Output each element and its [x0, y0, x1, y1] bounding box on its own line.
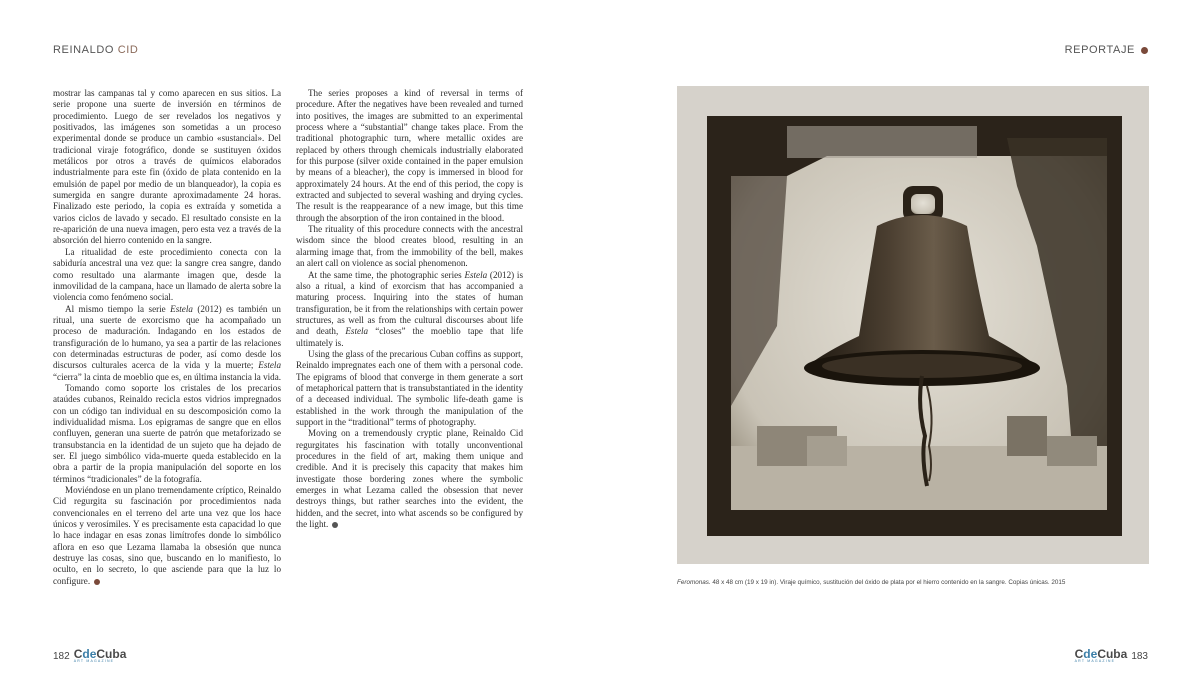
logo-part: Cuba [96, 647, 127, 661]
text-run: (2012) es también un ritual, una suerte de exorcismo que ha acompañado un proceso de maduración. Indagando en los estados de transfiguración de lo humano, ya sea a partir de las relaciones con determinadas estructuras de poder, así como desde los discursos culturales acerca de la vida y la muerte; [53, 303, 281, 371]
spanish-paragraph-1: mostrar las campanas tal y como aparecen en sus sitios. La serie propone una suerte de inversión en términos de procedimiento. Luego de ser revelados los negativos y positivados, las imágenes son sometidas a un proceso experimental donde se produce un cambio «sustancial». Del tradicional viraje fotográfico, donde se sustituyen óxidos metálicos por otros a través de químicos elaborados industrialmente para este fin (óxido de plata contenido en la emulsión de papel por medio de un blanqueador), la copia es sumergida en sangre durante aproximadamente 24 horas. Finalizado este periodo, la copia es extraída y sometida a varios ciclos de lavado y secado. El resultado consiste en la re-aparición de una nueva imagen, pero esta vez a través de la absorción del hierro contenido en la sangre. [53, 88, 281, 246]
spanish-paragraph-4: Tomando como soporte los cristales de los precarios ataúdes cubanos, Reinaldo recicla estos vidrios impregnados con un código tan individual en su descomposición como la individualidad misma. Los epigramas de sangre que en ellos confluyen, generan una suerte de patrón que metaforizado se transubstancia en la identidad de un sujeto que ha dejado de ser. El juego simbólico vida-muerte queda establecido en la obra a partir de la propia manipulación del soporte en los términos “tradicionales” de la fotografía. [53, 382, 281, 484]
footer-left [53, 649, 126, 663]
series-title: Estela [258, 360, 281, 371]
series-title: Estela [464, 269, 488, 280]
author-first-name: REINALDO [53, 44, 118, 56]
english-paragraph-5 [296, 428, 523, 530]
text-run: “closes” the moeblio tape that life ultimately is. [296, 326, 523, 348]
spanish-paragraph-2: La ritualidad de este procedimiento conecta con la sabiduría ancestral una vez que: la sangre crea sangre, dando como resultado una alarmante imagen que, desde la inmovilidad de la campana, hace un llamado de alerta sobre la violencia como fenómeno social. [53, 246, 281, 303]
text-run: “cierra” la cinta de moeblio que es, en última instancia la vida. [53, 371, 282, 382]
photo-caption [677, 579, 1147, 586]
english-text-column [296, 88, 523, 530]
logo-part: de [82, 647, 97, 661]
bell-photograph [677, 86, 1149, 564]
page-number-right: 183 [1131, 650, 1148, 662]
series-title: Estela [170, 303, 193, 314]
text-run: Moving on a tremendously cryptic plane, Reinaldo Cid regurgitates his fascination with totally unconventional procedures in the field of art, making them unique and credible. And it is precisely this capacity that makes him investigate those bordering zones where the symbolic emerges in what Lezama called the obsession that never destroys things, but rather searches into the evident, the hidden, and the secret, into what ascends so be configured by the light. [296, 428, 523, 530]
logo-part: C [73, 647, 83, 661]
footer-right [1075, 649, 1148, 663]
magazine-logo [1075, 649, 1128, 663]
end-mark-icon [332, 522, 338, 528]
text-run: Moviéndose en un plano tremendamente críptico, Reinaldo Cid regurgita su fascinación por procedimientos nada convencionales en el terreno del arte una vez que los hace únicos y verosímiles. Y es precisamente esta capacidad lo que lo hace indagar en esas zonas limítrofes donde lo simbólico aflora en eso que Lezama llamaba la obsesión que nunca destruye las cosas, sino que, buscando en lo manifiesto, lo oculto, en lo secreto, lo que asciende para que la luz lo configure. [53, 485, 281, 586]
text-run: (2012) is also a ritual, a kind of exorcism that has accompanied a maturing process. Inquiring into the states of human transfiguration, be it from the relationships with certain power structures, as well as from the cultural discourses about life and death, [296, 269, 523, 337]
spanish-paragraph-3 [53, 304, 281, 383]
section-dot-icon [1141, 47, 1148, 54]
logo-part: C [1074, 647, 1084, 661]
english-paragraph-1: The series proposes a kind of reversal in terms of procedure. After the negatives have been revealed and turned into positives, the images are submitted to an experimental process where a “substantial” change takes place. From the traditional photographic turn, where metallic oxides are replaced by others through chemicals industrially elaborated for this purpose (silver oxide contained in the paper emulsion by means of a bleacher), the copy is immersed in blood for approximately 24 hours. At the end of this period, the copy is extracted and subjected to several washing and drying cycles. The result is the reappearance of a new image, but this time through the absorption of the iron contained in the blood. [296, 88, 523, 223]
page-number-left: 182 [53, 650, 70, 662]
logo-subtitle: ART MAGAZINE [73, 659, 115, 663]
caption-title: Feromonas. [677, 579, 711, 586]
running-header-section [1065, 44, 1148, 56]
magazine-logo [74, 649, 127, 663]
section-label: REPORTAJE [1064, 44, 1135, 56]
spanish-paragraph-5 [53, 485, 281, 587]
logo-subtitle: ART MAGAZINE [1074, 659, 1116, 663]
english-paragraph-2: The rituality of this procedure connects with the ancestral wisdom since the blood creates blood, resulting in an alarming image that, from the immobility of the bell, makes an alert call on violence as social phenomenon. [296, 224, 523, 269]
logo-part: de [1083, 647, 1098, 661]
end-mark-icon [94, 579, 100, 585]
english-paragraph-4: Using the glass of the precarious Cuban coffins as support, Reinaldo impregnates each one of them with a personal code. The epigrams of blood that converge in them generate a sort of metaphorical pattern that is transubstantiated in the identity of a deceased individual. The symbolic life-death game is established in the work through the manipulation of the support in the “traditional” terms of photography. [296, 348, 523, 427]
text-run: Al mismo tiempo la serie [65, 303, 171, 314]
text-run: At the same time, the photographic series [308, 269, 465, 280]
running-header-author [53, 44, 138, 56]
author-last-name: CID [117, 44, 139, 56]
caption-details: 48 x 48 cm (19 x 19 in). Viraje químico, sustitución del óxido de plata por el hierro contenido en la sangre. Copias únicas. 2015 [710, 579, 1066, 586]
english-paragraph-3 [296, 270, 523, 349]
spanish-text-column [53, 88, 281, 587]
logo-part: Cuba [1097, 647, 1128, 661]
series-title: Estela [345, 326, 369, 337]
